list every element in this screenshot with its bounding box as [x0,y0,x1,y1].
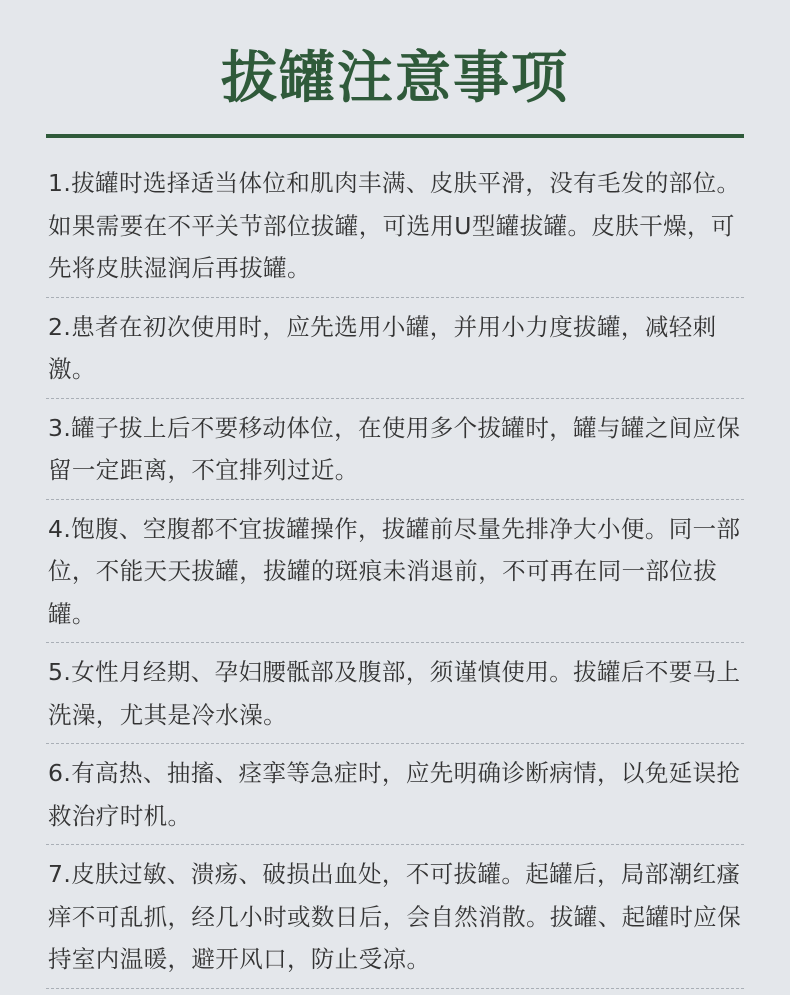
list-item [46,851,744,989]
list-item-text: 6.有高热、抽搐、痉挛等急症时，应先明确诊断病情，以免延误抢救治疗时机。 [48,759,741,830]
list-item-text: 1.拔罐时选择适当体位和肌肉丰满、皮肤平滑，没有毛发的部位。如果需要在不平关节部位拔罐，可选用U型罐拔罐。皮肤干燥，可先将皮肤湿润后再拔罐。 [48,169,741,282]
list-item-text: 5.女性月经期、孕妇腰骶部及腹部，须谨慎使用。拔罐后不要马上洗澡，尤其是冷水澡。 [48,658,741,729]
list-item [46,506,744,644]
list-item [46,304,744,399]
list-item-text: 7.皮肤过敏、溃疡、破损出血处，不可拔罐。起罐后，局部潮红瘙痒不可乱抓，经几小时或数日后，会自然消散。拔罐、起罐时应保持室内温暖，避开风口，防止受凉。 [48,860,742,973]
list-item-text: 2.患者在初次使用时，应先选用小罐，并用小力度拔罐，减轻刺激。 [48,312,717,383]
list-item-text: 4.饱腹、空腹都不宜拔罐操作，拔罐前尽量先排净大小便。同一部位，不能天天拔罐，拔罐的斑痕未消退前，不可再在同一部位拔罐。 [48,514,741,628]
page-title: 拔罐注意事项 [221,46,569,111]
list-item-text: 3.罐子拔上后不要移动体位，在使用多个拔罐时，罐与罐之间应保留一定距离，不宜排列过近。 [48,413,741,484]
title-divider [46,134,744,138]
list-item [46,405,744,500]
precautions-list [46,160,744,995]
list-item [46,649,744,744]
list-item [46,160,744,298]
list-item [46,750,744,845]
